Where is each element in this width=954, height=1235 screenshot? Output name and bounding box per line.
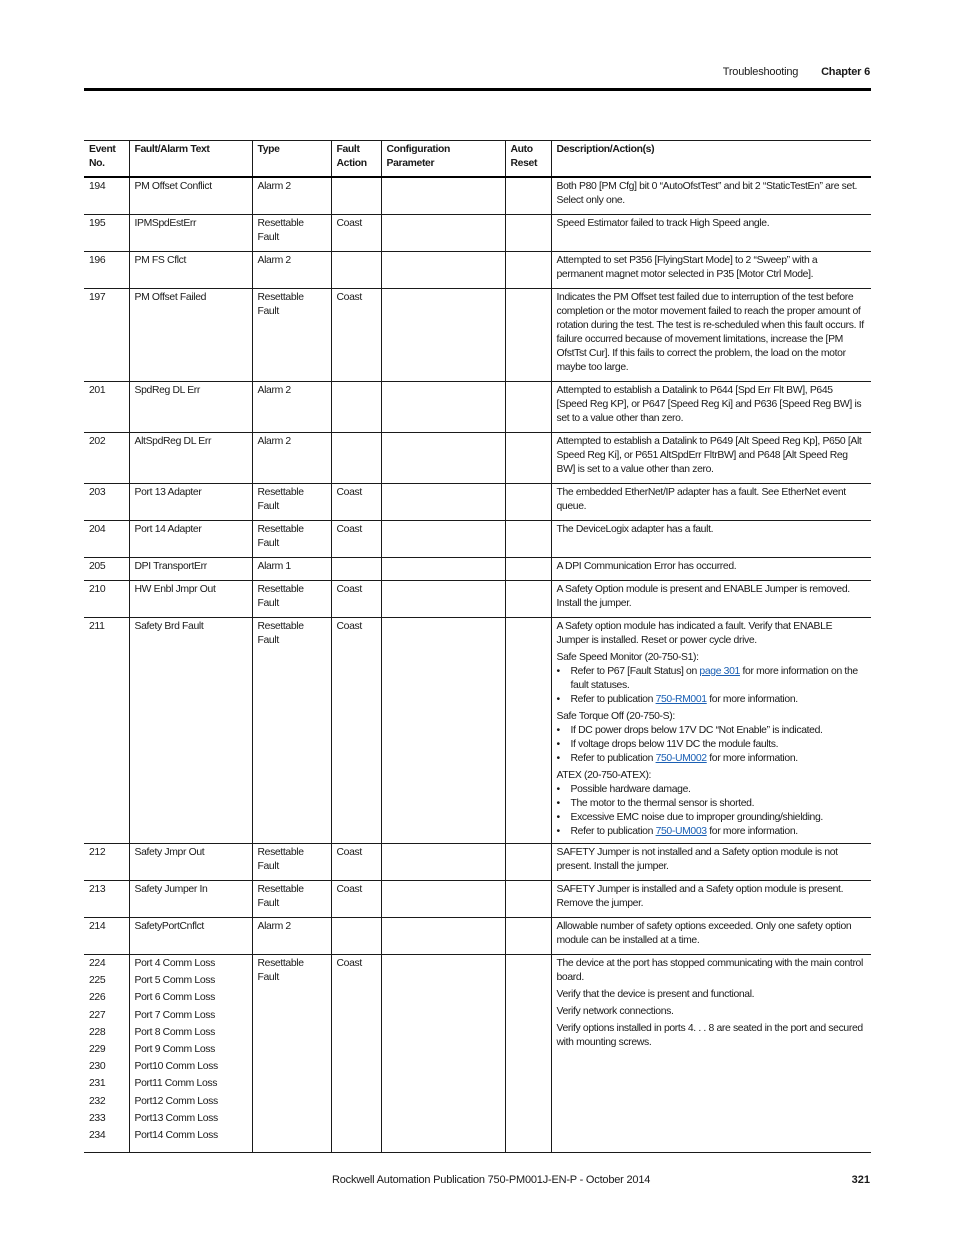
description: The DeviceLogix adapter has a fault.: [551, 521, 871, 558]
event-no: 202: [84, 433, 129, 484]
event-no: 231: [89, 1078, 106, 1090]
fault-alarm-text: SpdReg DL Err: [129, 382, 252, 433]
fault-action: [331, 177, 381, 215]
configuration-parameter: [381, 289, 505, 382]
list-item: [557, 693, 867, 707]
type: Resettable Fault: [252, 581, 331, 618]
fault-alarm-text: Port 14 Adapter: [129, 521, 252, 558]
fault-alarm-text: Port 9 Comm Loss: [134, 1043, 215, 1055]
fault-alarm-text: Port12 Comm Loss: [134, 1095, 218, 1107]
table-row-comm-loss: [84, 955, 871, 1153]
fault-action: [331, 252, 381, 289]
text: for more information.: [706, 694, 798, 705]
table-row: [84, 433, 871, 484]
list-item: • Possible hardware damage.: [557, 783, 867, 797]
text: Refer to P67 [Fault Status] on: [570, 666, 700, 677]
text: Refer to publication: [570, 694, 656, 705]
auto-reset: [505, 521, 551, 558]
fault-alarm-text: Safety Jmpr Out: [129, 844, 252, 881]
list-item: [557, 825, 867, 839]
fault-alarm-text: PM FS Cflct: [129, 252, 252, 289]
description: SAFETY Jumper is installed and a Safety option module is present. Remove the jumper.: [551, 881, 871, 918]
fault-alarm-text: Safety Jumper In: [129, 881, 252, 918]
configuration-parameter: [381, 521, 505, 558]
event-no: 214: [84, 918, 129, 955]
list-item: [557, 665, 867, 693]
type: Alarm 2: [252, 433, 331, 484]
event-no: 197: [84, 289, 129, 382]
auto-reset: [505, 844, 551, 881]
type: Resettable Fault: [252, 215, 331, 252]
description-intro: A Safety option module has indicated a fault. Verify that ENABLE Jumper is installed. Reset or power cycle drive.: [556, 621, 833, 646]
fault-alarm-text: IPMSpdEstErr: [129, 215, 252, 252]
header-chapter: Chapter 6: [821, 66, 870, 78]
configuration-parameter: [381, 177, 505, 215]
description: Attempted to establish a Datalink to P644 [Spd Err Flt BW], P645 [Speed Reg KP], or P647 [Speed Reg Ki] and P636 [Speed Reg BW] is set to a value other than zero.: [551, 382, 871, 433]
fault-alarm-text: Port 13 Adapter: [129, 484, 252, 521]
footer-publication: Rockwell Automation Publication 750-PM001J-EN-P - October 2014: [332, 1174, 651, 1186]
auto-reset: [505, 252, 551, 289]
fault-action: Coast: [331, 289, 381, 382]
event-no: 212: [84, 844, 129, 881]
fault-alarm-text: Safety Brd Fault: [129, 618, 252, 844]
col-header-description: Description/Action(s): [551, 141, 871, 178]
750-rm001-link[interactable]: 750-RM001: [655, 694, 707, 705]
list-item: • If DC power drops below 17V DC “Not Enable” is indicated.: [557, 724, 867, 738]
fault-alarm-text: Port 8 Comm Loss: [134, 1026, 215, 1038]
sto-title: Safe Torque Off (20-750-S):: [556, 711, 675, 722]
description: Allowable number of safety options exceeded. Only one safety option module can be installed at a time.: [551, 918, 871, 955]
type: Resettable Fault: [252, 618, 331, 844]
event-no: 213: [84, 881, 129, 918]
col-header-event-no: Event No.: [84, 141, 129, 178]
description-line: The device at the port has stopped communicating with the main control board.: [556, 958, 863, 983]
type: Alarm 1: [252, 558, 331, 581]
type: Resettable Fault: [252, 484, 331, 521]
auto-reset: [505, 558, 551, 581]
fault-action: Coast: [331, 881, 381, 918]
type: Resettable Fault: [252, 955, 331, 1153]
atex-title: ATEX (20-750-ATEX):: [556, 770, 652, 781]
text: Refer to publication: [570, 753, 656, 764]
event-no: 230: [89, 1061, 106, 1073]
table-row: [84, 844, 871, 881]
text: for more information.: [706, 826, 798, 837]
750-um003-link[interactable]: 750-UM003: [655, 826, 707, 837]
list-item: • Excessive EMC noise due to improper grounding/shielding.: [557, 811, 867, 825]
configuration-parameter: [381, 252, 505, 289]
fault-alarm-text: Port 7 Comm Loss: [134, 1009, 215, 1021]
description: A Safety Option module is present and ENABLE Jumper is removed. Install the jumper.: [551, 581, 871, 618]
event-no: 233: [89, 1112, 106, 1124]
fault-action: Coast: [331, 581, 381, 618]
fault-alarm-text: Port 4 Comm Loss: [134, 958, 215, 969]
fault-action: Coast: [331, 618, 381, 844]
configuration-parameter: [381, 558, 505, 581]
fault-alarm-text: SafetyPortCnflct: [129, 918, 252, 955]
fault-alarm-text: Port14 Comm Loss: [134, 1129, 218, 1141]
description: Both P80 [PM Cfg] bit 0 “AutoOfstTest” and bit 2 “StaticTestEn” are set. Select only one.: [551, 177, 871, 215]
event-no: 195: [84, 215, 129, 252]
col-header-fault-action: Fault Action: [331, 141, 381, 178]
text: for more information on the fault statuses.: [570, 666, 858, 691]
fault-alarm-text: Port 6 Comm Loss: [134, 992, 215, 1004]
description: A DPI Communication Error has occurred.: [551, 558, 871, 581]
table-row: [84, 252, 871, 289]
table-row: [84, 581, 871, 618]
configuration-parameter: [381, 955, 505, 1153]
auto-reset: [505, 433, 551, 484]
text: for more information.: [706, 753, 798, 764]
type: Alarm 2: [252, 918, 331, 955]
list-item: • The motor to the thermal sensor is shorted.: [557, 797, 867, 811]
event-no: 228: [89, 1026, 106, 1038]
description: [551, 955, 871, 1153]
page-301-link[interactable]: page 301: [699, 666, 740, 677]
event-no: 226: [89, 992, 106, 1004]
col-header-auto-reset: Auto Reset: [505, 141, 551, 178]
event-no: 234: [89, 1129, 106, 1141]
description: The embedded EtherNet/IP adapter has a fault. See EtherNet event queue.: [551, 484, 871, 521]
event-no: 211: [84, 618, 129, 844]
auto-reset: [505, 382, 551, 433]
description-line: Verify options installed in ports 4. . . 8 are seated in the port and secured with mounting screws.: [556, 1023, 863, 1048]
col-header-fault-alarm-text: Fault/Alarm Text: [129, 141, 252, 178]
event-no: 201: [84, 382, 129, 433]
type: Resettable Fault: [252, 844, 331, 881]
ssm-title: Safe Speed Monitor (20-750-S1):: [556, 652, 699, 663]
event-no: 203: [84, 484, 129, 521]
fault-alarm-text: PM Offset Failed: [129, 289, 252, 382]
auto-reset: [505, 881, 551, 918]
event-no-list: [84, 955, 129, 1153]
description: [551, 618, 871, 844]
fault-alarm-text: HW Enbl Jmpr Out: [129, 581, 252, 618]
fault-alarm-text: DPI TransportErr: [129, 558, 252, 581]
fault-action: [331, 918, 381, 955]
event-no: 227: [89, 1009, 106, 1021]
configuration-parameter: [381, 918, 505, 955]
description: Attempted to set P356 [FlyingStart Mode] to 2 “Sweep” with a permanent magnet motor selected in P35 [Motor Ctrl Mode].: [551, 252, 871, 289]
fault-alarm-text-list: [129, 955, 252, 1153]
list-item: • If voltage drops below 11V DC the module faults.: [557, 738, 867, 752]
text: Refer to publication: [570, 826, 656, 837]
sto-list: [557, 724, 867, 766]
description: Attempted to establish a Datalink to P649 [Alt Speed Reg Kp], P650 [Alt Speed Reg Ki], or P651 AltSpdErr FltrBW] and P648 [Alt Speed Reg BW] is set to a value other than zero.: [551, 433, 871, 484]
fault-action: [331, 382, 381, 433]
fault-action: Coast: [331, 484, 381, 521]
page-number: 321: [851, 1174, 870, 1186]
description: SAFETY Jumper is not installed and a Safety option module is not present. Install the jumper.: [551, 844, 871, 881]
table-row: [84, 881, 871, 918]
configuration-parameter: [381, 484, 505, 521]
fault-alarm-text: Port 5 Comm Loss: [134, 975, 215, 987]
fault-alarm-text: AltSpdReg DL Err: [129, 433, 252, 484]
auto-reset: [505, 177, 551, 215]
fault-alarm-text: Port10 Comm Loss: [134, 1061, 218, 1073]
event-no: 224: [89, 958, 106, 969]
description-line: Verify network connections.: [556, 1006, 674, 1017]
header-section: Troubleshooting: [722, 66, 799, 78]
fault-action: [331, 558, 381, 581]
description-line: Verify that the device is present and functional.: [556, 989, 755, 1000]
col-header-type: Type: [252, 141, 331, 178]
configuration-parameter: [381, 881, 505, 918]
table-row: [84, 382, 871, 433]
col-header-configuration-parameter: Configuration Parameter: [381, 141, 505, 178]
auto-reset: [505, 581, 551, 618]
fault-action: Coast: [331, 521, 381, 558]
running-header: [723, 66, 870, 78]
configuration-parameter: [381, 618, 505, 844]
table-row-211: [84, 618, 871, 844]
type: Alarm 2: [252, 177, 331, 215]
auto-reset: [505, 215, 551, 252]
table-row: [84, 177, 871, 215]
event-no: 196: [84, 252, 129, 289]
configuration-parameter: [381, 581, 505, 618]
750-um002-link[interactable]: 750-UM002: [655, 753, 707, 764]
table-row: [84, 521, 871, 558]
event-no: 225: [89, 975, 106, 987]
configuration-parameter: [381, 433, 505, 484]
type: Resettable Fault: [252, 881, 331, 918]
event-no: 232: [89, 1095, 106, 1107]
description: Indicates the PM Offset test failed due to interruption of the test before completion or the motor movement failed to reach the proper amount of rotation during the test. The test is re-scheduled when this fault occurs. If failure occurred because of movement limitations, increase the [PM OfstTst Cur]. If this fails to correct the problem, the load on the motor maybe too large.: [551, 289, 871, 382]
header-rule: [84, 88, 871, 91]
fault-action: [331, 433, 381, 484]
table-row: [84, 215, 871, 252]
fault-alarm-text: PM Offset Conflict: [129, 177, 252, 215]
table-row: [84, 484, 871, 521]
auto-reset: [505, 484, 551, 521]
table-row: [84, 918, 871, 955]
list-item: [557, 752, 867, 766]
configuration-parameter: [381, 844, 505, 881]
configuration-parameter: [381, 382, 505, 433]
fault-action: Coast: [331, 955, 381, 1153]
event-no: 194: [84, 177, 129, 215]
auto-reset: [505, 618, 551, 844]
fault-alarm-text: Port13 Comm Loss: [134, 1112, 218, 1124]
fault-alarm-text: Port11 Comm Loss: [134, 1078, 218, 1090]
event-no: 204: [84, 521, 129, 558]
type: Alarm 2: [252, 382, 331, 433]
fault-alarm-table: [84, 140, 871, 1153]
auto-reset: [505, 955, 551, 1153]
atex-list: [557, 783, 867, 839]
fault-action: Coast: [331, 844, 381, 881]
event-no: 205: [84, 558, 129, 581]
ssm-list: [557, 665, 867, 707]
configuration-parameter: [381, 215, 505, 252]
auto-reset: [505, 918, 551, 955]
table-header-row: [84, 141, 871, 178]
type: Resettable Fault: [252, 289, 331, 382]
table-row: [84, 289, 871, 382]
type: Alarm 2: [252, 252, 331, 289]
fault-action: Coast: [331, 215, 381, 252]
type: Resettable Fault: [252, 521, 331, 558]
description: Speed Estimator failed to track High Speed angle.: [551, 215, 871, 252]
event-no: 229: [89, 1043, 106, 1055]
auto-reset: [505, 289, 551, 382]
event-no: 210: [84, 581, 129, 618]
table-row: [84, 558, 871, 581]
